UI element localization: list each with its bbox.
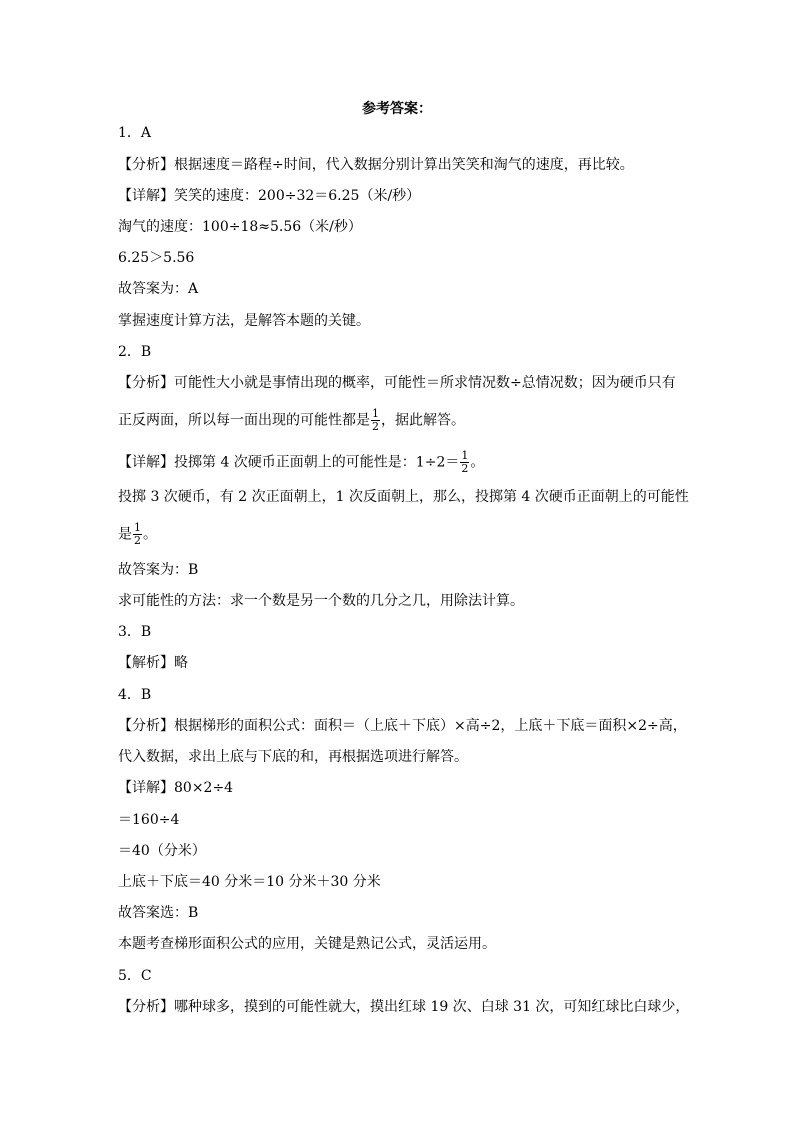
fraction-one-half [460,450,469,475]
detail-4-line-4: 上底＋下底＝40 分米＝10 分米＋30 分米 [118,874,381,890]
detail-2 [118,450,484,475]
analysis-2-text-end: ，据此解答。 [381,412,465,429]
conclusion-1: 故答案为：A [118,281,199,297]
comment-1: 掌握速度计算方法，是解答本题的关键。 [118,313,370,329]
conclusion-2: 故答案为：B [118,562,199,578]
fraction-denominator: 2 [134,534,141,547]
analysis-3: 【解析】略 [118,655,188,671]
answer-4: 4．B [118,687,152,703]
detail-1: 【详解】笑笑的速度：200÷32＝6.25（米/秒） [118,188,421,204]
detail-2-line-3 [118,522,157,547]
detail-2-line-3-end: 。 [143,526,157,543]
fraction-denominator: 2 [461,462,469,475]
analysis-2-line-2 [118,408,465,433]
analysis-1: 【分析】根据速度＝路程÷时间，代入数据分别计算出笑笑和淘气的速度，再比较。 [118,157,634,173]
analysis-4-line-2: 代入数据，求出上底与下底的和，再根据选项进行解答。 [118,749,468,765]
detail-4-line-3: ＝40（分米） [118,843,206,859]
comment-2: 求可能性的方法：求一个数是另一个数的几分之几，用除法计算。 [118,593,524,609]
answer-key-title: 参考答案： [362,101,432,117]
answer-1: 1．A [118,125,152,141]
analysis-5: 【分析】哪种球多，摸到的可能性就大，摸出红球 19 次、白球 31 次，可知红球比白球少， [118,999,690,1015]
detail-1-line-2: 淘气的速度：100÷18≈5.56（米/秒） [118,219,362,235]
answer-5: 5．C [118,968,152,984]
fraction-one-half [371,408,380,433]
detail-1-line-3: 6.25＞5.56 [118,250,195,266]
analysis-2-text: 正反两面，所以每一面出现的可能性都是 [118,412,370,429]
analysis-2: 【分析】可能性大小就是事情出现的概率，可能性＝所求情况数÷总情况数；因为硬币只有 [118,375,676,391]
fraction-denominator: 2 [372,420,379,433]
conclusion-4: 故答案选：B [118,905,199,921]
fraction-numerator: 1 [461,449,469,462]
detail-2-text: 【详解】投掷第 4 次硬币正面朝上的可能性是：1÷2＝ [118,454,460,471]
detail-4: 【详解】80×2÷4 [118,780,234,796]
answer-2: 2．B [118,344,152,360]
fraction-numerator: 1 [372,407,379,420]
detail-4-line-2: ＝160÷4 [118,812,180,828]
comment-4: 本题考查梯形面积公式的应用，关键是熟记公式，灵活运用。 [118,936,496,952]
fraction-numerator: 1 [134,521,141,534]
detail-2-line-3-text: 是 [118,526,132,543]
analysis-4: 【分析】根据梯形的面积公式：面积＝（上底＋下底）×高÷2，上底＋下底＝面积×2÷高， [118,718,687,734]
fraction-one-half [133,522,142,547]
answer-3: 3．B [118,624,152,640]
detail-2-text-end: 。 [470,454,485,471]
detail-2-line-2: 投掷 3 次硬币，有 2 次正面朝上，1 次反面朝上，那么，投掷第 4 次硬币正面朝上的可能性 [118,489,689,505]
